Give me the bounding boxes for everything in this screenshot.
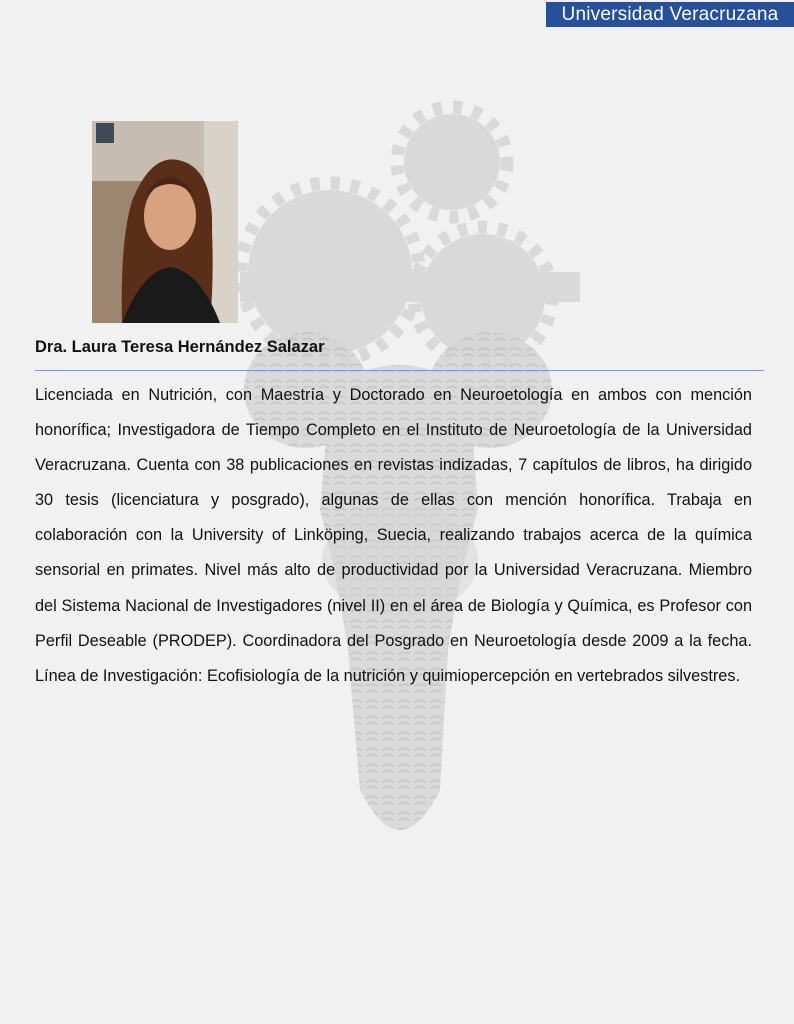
researcher-name: Dra. Laura Teresa Hernández Salazar [35,338,325,356]
divider-line [35,370,764,371]
profile-photo [92,121,238,323]
institution-banner: Universidad Veracruzana [546,2,794,27]
researcher-bio: Licenciada en Nutrición, con Maestría y Doctorado en Neuroetología en ambos con mención honorífica; Investigadora de Tiempo Completo en el Instituto de Neuroetología de la Universidad Veracruzana. Cuenta con 38 publicaciones en revistas indizadas, 7 capítulos de libros, ha dirigido 30 tesis (licenciatura y posgrado), algunas de ellas con mención honorífica. Trabaja en colaboración con la University of Linköping, Suecia, realizando trabajos acerca de la química sensorial en primates. Nivel más alto de productividad por la Universidad Veracruzana. Miembro del Sistema Nacional de Investigadores (nivel II) en el área de Biología y Química, es Profesor con Perfil Deseable (PRODEP). Coordinadora del Posgrado en Neuroetología desde 2009 a la fecha. Línea de Investigación: Ecofisiología de la nutrición y quimiopercepción en vertebrados silvestres. [35,386,752,685]
portrait-photo-icon [92,121,238,323]
